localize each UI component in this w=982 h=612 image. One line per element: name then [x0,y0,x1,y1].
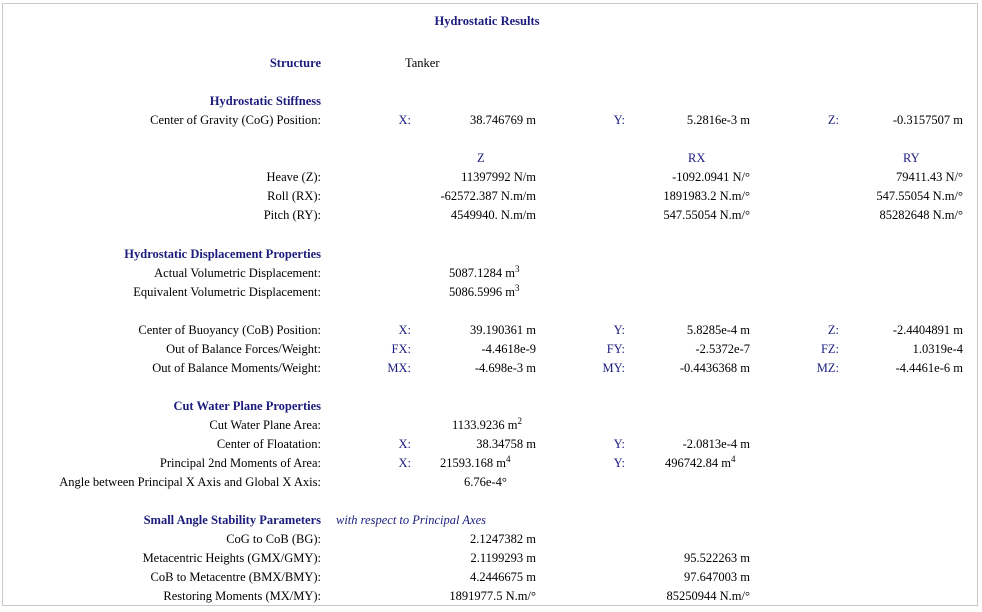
matrix-cell: 4549940. N.m/m [450,208,536,222]
matrix-cell: 547.55054 N.m/° [663,208,750,222]
matrix-header-z: Z [477,151,485,165]
actual-displacement-label: Actual Volumetric Displacement: [154,266,321,280]
matrix-cell: 1891983.2 N.m/° [663,189,750,203]
mx-label: MX: [387,361,411,375]
floatation-x-value: 38.34758 m [476,437,536,451]
floatation-y-label: Y: [613,437,625,451]
cob-x-label: X: [398,323,411,337]
gmy-value: 95.522263 m [684,551,750,565]
cog-z-value: -0.3157507 m [892,113,963,127]
cob-z-label: Z: [827,323,839,337]
mx-value: -4.698e-3 m [474,361,536,375]
bm-label: CoB to Metacentre (BMX/BMY): [150,570,321,584]
restoring-my-value: 85250944 N.m/° [666,589,750,603]
cob-z-value: -2.4404891 m [892,323,963,337]
fx-value: -4.4618e-9 [481,342,536,356]
cog-y-label: Y: [613,113,625,127]
cog-x-value: 38.746769 m [470,113,536,127]
gmx-value: 2.1199293 m [470,551,536,565]
page-title: Hydrostatic Results [434,14,540,28]
matrix-row-label: Roll (RX): [267,189,321,203]
matrix-cell: -1092.0941 N/° [672,170,750,184]
moments-label: Out of Balance Moments/Weight: [152,361,321,375]
fz-label: FZ: [820,342,839,356]
fx-label: FX: [391,342,411,356]
restoring-mx-value: 1891977.5 N.m/° [449,589,536,603]
restoring-label: Restoring Moments (MX/MY): [163,589,321,603]
fz-value: 1.0319e-4 [912,342,963,356]
equivalent-displacement-label: Equivalent Volumetric Displacement: [133,285,321,299]
cog-z-label: Z: [827,113,839,127]
stiffness-heading: Hydrostatic Stiffness [209,94,321,108]
second-moments-label: Principal 2nd Moments of Area: [159,456,321,470]
structure-value: Tanker [405,56,440,70]
my-label: MY: [602,361,625,375]
actual-displacement-value: 5087.1284 $m^3$ [449,263,520,280]
matrix-cell: 547.55054 N.m/° [876,189,963,203]
waterplane-area-label: Cut Water Plane Area: [209,418,321,432]
cog-label: Center of Gravity (CoG) Position: [150,113,321,127]
principal-angle-value: 6.76e-4° [464,475,507,489]
gm-label: Metacentric Heights (GMX/GMY): [142,551,321,565]
matrix-row-label: Pitch (RY): [263,208,321,222]
cob-x-value: 39.190361 m [470,323,536,337]
mz-value: -4.4461e-6 m [895,361,963,375]
floatation-x-label: X: [398,437,411,451]
matrix-header-ry: RY [903,151,920,165]
matrix-cell: 11397992 N/m [461,170,536,184]
fy-value: -2.5372e-7 [695,342,750,356]
matrix-cell: 79411.43 N/° [895,170,963,184]
equivalent-displacement-value: 5086.5996 $m^3$ [449,282,520,299]
cob-y-value: 5.8285e-4 m [686,323,750,337]
structure-label: Structure [269,56,321,70]
floatation-label: Center of Floatation: [216,437,321,451]
cob-y-label: Y: [613,323,625,337]
cob-label: Center of Buoyancy (CoB) Position: [138,323,321,337]
displacement-heading: Hydrostatic Displacement Properties [124,247,321,261]
waterplane-heading: Cut Water Plane Properties [173,399,321,413]
my-value: -0.4436368 m [679,361,750,375]
matrix-header-rx: RX [688,151,706,165]
forces-label: Out of Balance Forces/Weight: [166,342,321,356]
second-moment-y-label: Y: [613,456,625,470]
bg-label: CoG to CoB (BG): [226,532,321,546]
second-moment-x-label: X: [398,456,411,470]
floatation-y-value: -2.0813e-4 m [682,437,750,451]
cog-x-label: X: [398,113,411,127]
principal-angle-label: Angle between Principal X Axis and Global X Axis: [59,475,321,489]
stability-note: with respect to Principal Axes [336,513,486,527]
matrix-cell: -62572.387 N.m/m [440,189,536,203]
matrix-row-label: Heave (Z): [266,170,321,184]
bmx-value: 4.2446675 m [470,570,536,584]
bg-value: 2.1247382 m [470,532,536,546]
cog-y-value: 5.2816e-3 m [686,113,750,127]
stability-heading: Small Angle Stability Parameters [143,513,321,527]
bmy-value: 97.647003 m [684,570,750,584]
results-panel [2,3,978,606]
waterplane-area-value: 1133.9236 $m^2$ [452,415,523,432]
mz-label: MZ: [816,361,839,375]
second-moment-y-value: 496742.84 $m^4$ [665,453,736,470]
fy-label: FY: [606,342,625,356]
second-moment-x-value: 21593.168 $m^4$ [440,453,511,470]
matrix-cell: 85282648 N.m/° [879,208,963,222]
